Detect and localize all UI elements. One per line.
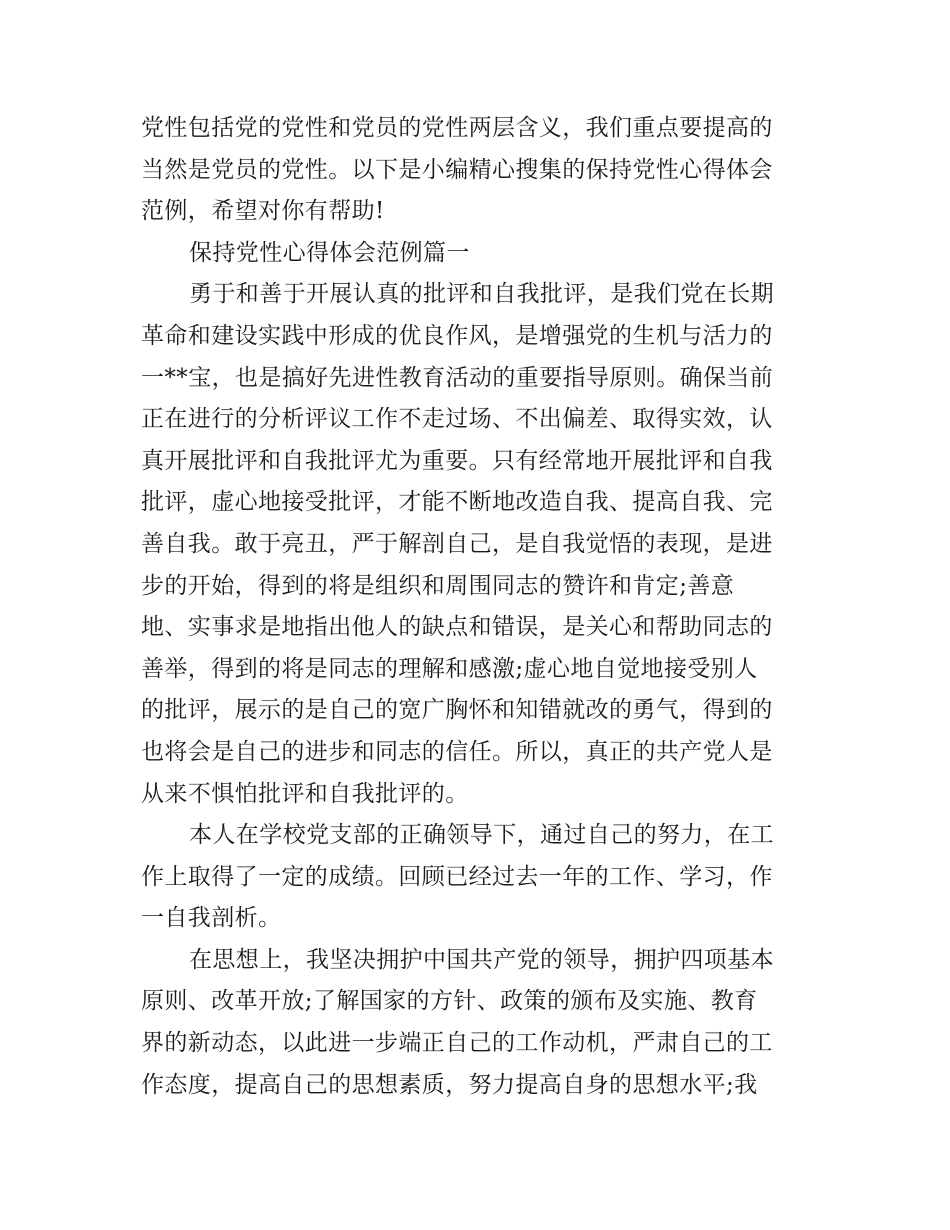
text-line: 作态度，提高自己的思想素质，努力提高自身的思想水平;我 bbox=[141, 1071, 758, 1098]
text-line: 善自我。敢于亮丑，严于解剖自己，是自我觉悟的表现，是进 bbox=[141, 530, 773, 557]
text-line: 一**宝，也是搞好先进性教育活动的重要指导原则。确保当前 bbox=[141, 364, 774, 391]
text-line: 原则、改革开放;了解国家的方针、政策的颁布及实施、教育 bbox=[141, 988, 758, 1015]
text-line: 从来不惧怕批评和自我批评的。 bbox=[141, 780, 469, 807]
text-line: 本人在学校党支部的正确领导下，通过自己的努力，在工 bbox=[189, 822, 774, 849]
text-line: 党性包括党的党性和党员的党性两层含义，我们重点要提高的 bbox=[141, 115, 773, 141]
text-line: 当然是党员的党性。以下是小编精心搜集的保持党性心得体会 bbox=[141, 156, 773, 183]
text-line: 正在进行的分析评议工作不走过场、不出偏差、取得实效，认 bbox=[141, 406, 773, 433]
text-line: 地、实事求是地指出他人的缺点和错误，是关心和帮助同志的 bbox=[141, 614, 773, 641]
text-line: 一自我剖析。 bbox=[141, 905, 282, 932]
text-line: 也将会是自己的进步和同志的信任。所以，真正的共产党人是 bbox=[141, 738, 773, 765]
document-body bbox=[141, 108, 813, 1106]
text-line: 的批评，展示的是自己的宽广胸怀和知错就改的勇气，得到的 bbox=[141, 697, 773, 724]
text-line: 在思想上，我坚决拥护中国共产党的领导，拥护四项基本 bbox=[189, 946, 774, 973]
text-line: 界的新动态，以此进一步端正自己的工作动机，严肃自己的工 bbox=[141, 1030, 773, 1057]
text-line: 真开展批评和自我批评尤为重要。只有经常地开展批评和自我 bbox=[141, 447, 773, 474]
text-line: 革命和建设实践中形成的优良作风，是增强党的生机与活力的 bbox=[141, 322, 773, 349]
text-line: 范例，希望对你有帮助! bbox=[141, 198, 385, 225]
text-line: 善举，得到的将是同志的理解和感激;虚心地自觉地接受别人 bbox=[141, 655, 758, 682]
text-line: 批评，虚心地接受批评，才能不断地改造自我、提高自我、完 bbox=[141, 489, 773, 516]
text-line: 作上取得了一定的成绩。回顾已经过去一年的工作、学习，作 bbox=[141, 863, 773, 890]
text-line: 勇于和善于开展认真的批评和自我批评，是我们党在长期 bbox=[189, 281, 774, 308]
section-heading: 保持党性心得体会范例篇一 bbox=[189, 239, 470, 266]
text-line: 步的开始，得到的将是组织和周围同志的赞许和肯定;善意 bbox=[141, 572, 735, 599]
